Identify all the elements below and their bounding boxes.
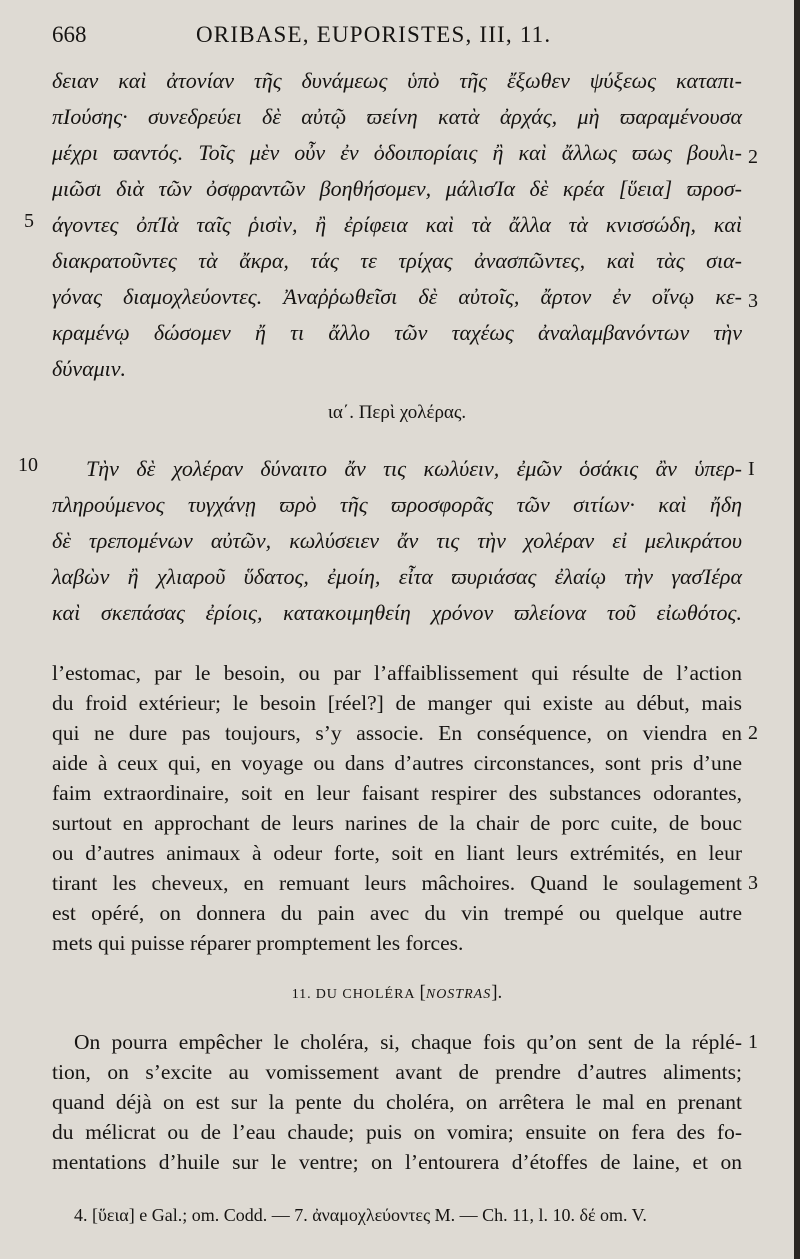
section-title: DU CHOLÉRA [315, 987, 416, 1002]
french-line: mentations d’huile sur le ventre; on l’entourera d’étoffes de laine, et on [52, 1150, 742, 1174]
greek-line: δύναμιν. [52, 356, 127, 381]
greek-line: δὲ τρεπομένων αὐτῶν, κωλύσειεν ἄν τις τὴν χολέραν εἰ μελικράτου [52, 528, 742, 553]
greek-line: λαβὼν ἢ χλιαροῦ ὕδατος, ἐμοίη, εἶτα ϖυριάσας ἐλαίῳ τὴν γασΊέρα [52, 564, 742, 589]
french-line: surtout en approchant de leurs narines de la chair de porc cuite, de bouc [52, 811, 742, 835]
french-line: faim extraordinaire, soit en leur faisant respirer des substances odorantes, [52, 781, 742, 805]
greek-line: πΙούσης· συνεδρεύει δὲ αὐτῷ ϖείνη κατὰ ἀρχάς, μὴ ϖαραμένουσα [52, 104, 742, 129]
french-line: qui ne dure pas toujours, s’y associe. En conséquence, on viendra en [52, 721, 742, 745]
french-section-title [52, 978, 742, 1010]
bracket-open: [ [419, 982, 426, 1003]
page-edge-shadow [794, 0, 800, 1259]
margin-line-number: 5 [24, 210, 34, 232]
margin-section-number: 3 [748, 290, 758, 312]
greek-line: γόνας διαμοχλεύοντες. Ἀναῤῥωθεῖσι δὲ αὐτοῖς, ἄρτον ἐν οἴνῳ κε- [52, 284, 742, 309]
running-header: ORIBASE, EUPORISTES, III, 11. [196, 22, 552, 47]
margin-section-number: I [748, 458, 755, 480]
bracket-close: ]. [491, 982, 503, 1003]
french-line: aide à ceux qui, en voyage ou dans d’autres circonstances, sont pris d’une [52, 751, 742, 775]
margin-section-number: 2 [748, 722, 758, 744]
margin-section-number: 1 [748, 1031, 758, 1053]
greek-line: Τὴν δὲ χολέραν δύναιτο ἄν τις κωλύειν, ἐμῶν ὁσάκις ἂν ὑπερ- [86, 456, 742, 481]
french-line: quand déjà on est sur la pente du choléra, on arrêtera le mal en prenant [52, 1090, 742, 1114]
section-title-bracketed: NOSTRAS [425, 987, 492, 1002]
french-line: tirant les cheveux, en remuant leurs mâchoires. Quand le soulagement [52, 871, 742, 895]
margin-section-number: 3 [748, 872, 758, 894]
footnote: 4. [ὕεια] e Gal.; om. Codd. — 7. ἀναμοχλεύοντες M. — Ch. 11, l. 10. δέ om. V. [74, 1205, 647, 1225]
page-number: 668 [52, 22, 87, 47]
french-line: mets qui puisse réparer promptement les forces. [52, 931, 464, 955]
greek-line: κραμένῳ δώσομεν ἤ τι ἄλλο τῶν ταχέως ἀναλαμβανόντων τὴν [52, 320, 742, 345]
french-line: tion, on s’excite au vomissement avant de prendre d’autres aliments; [52, 1060, 742, 1084]
greek-line: καὶ σκεπάσας ἐρίοις, κατακοιμηθείη χρόνον ϖλείονα τοῦ εἰωθότος. [52, 600, 742, 625]
margin-line-number: 10 [18, 454, 38, 476]
greek-line: δειαν καὶ ἀτονίαν τῆς δυνάμεως ὑπὸ τῆς ἔξωθεν ψύξεως καταπι- [52, 68, 742, 93]
french-line: du mélicrat ou de l’eau chaude; puis on vomira; ensuite on fera des fo- [52, 1120, 742, 1144]
greek-line: μέχρι ϖαντός. Τοῖς μὲν οὖν ἐν ὁδοιπορίαις ἢ καὶ ἄλλως ϖως βουλι- [52, 140, 742, 165]
greek-line: διακρατοῦντες τὰ ἄκρα, τάς τε τρίχας ἀνασπῶντες, καὶ τὰς σια- [52, 248, 742, 273]
greek-section-title: ια΄. Περὶ χολέρας. [327, 402, 467, 423]
greek-line: πληρούμενος τυγχάνῃ ϖρὸ τῆς ϖροσφορᾶς τῶν σιτίων· καὶ ἤδη [52, 492, 742, 517]
french-line: du froid extérieur; le besoin [réel?] de manger qui existe au début, mais [52, 691, 742, 715]
section-number: 11. [291, 987, 312, 1002]
french-line: On pourra empêcher le choléra, si, chaque fois qu’on sent de la réplé- [74, 1030, 742, 1054]
margin-section-number: 2 [748, 146, 758, 168]
french-line: est opéré, on donnera du pain avec du vin trempé ou quelque autre [52, 901, 742, 925]
greek-line: άγοντες ὀπΊὰ ταῖς ῥισὶν, ἢ ἐρίφεια καὶ τὰ ἄλλα τὰ κνισσώδη, καὶ [52, 212, 742, 237]
greek-line: μιῶσι διὰ τῶν ὀσφραντῶν βοηθήσομεν, μάλισΊα δὲ κρέα [ὕεια] ϖροσ- [52, 176, 742, 201]
french-line: ou d’autres animaux à odeur forte, soit en liant leurs extrémités, en leur [52, 841, 742, 865]
french-line: l’estomac, par le besoin, ou par l’affaiblissement qui résulte de l’action [52, 661, 742, 685]
